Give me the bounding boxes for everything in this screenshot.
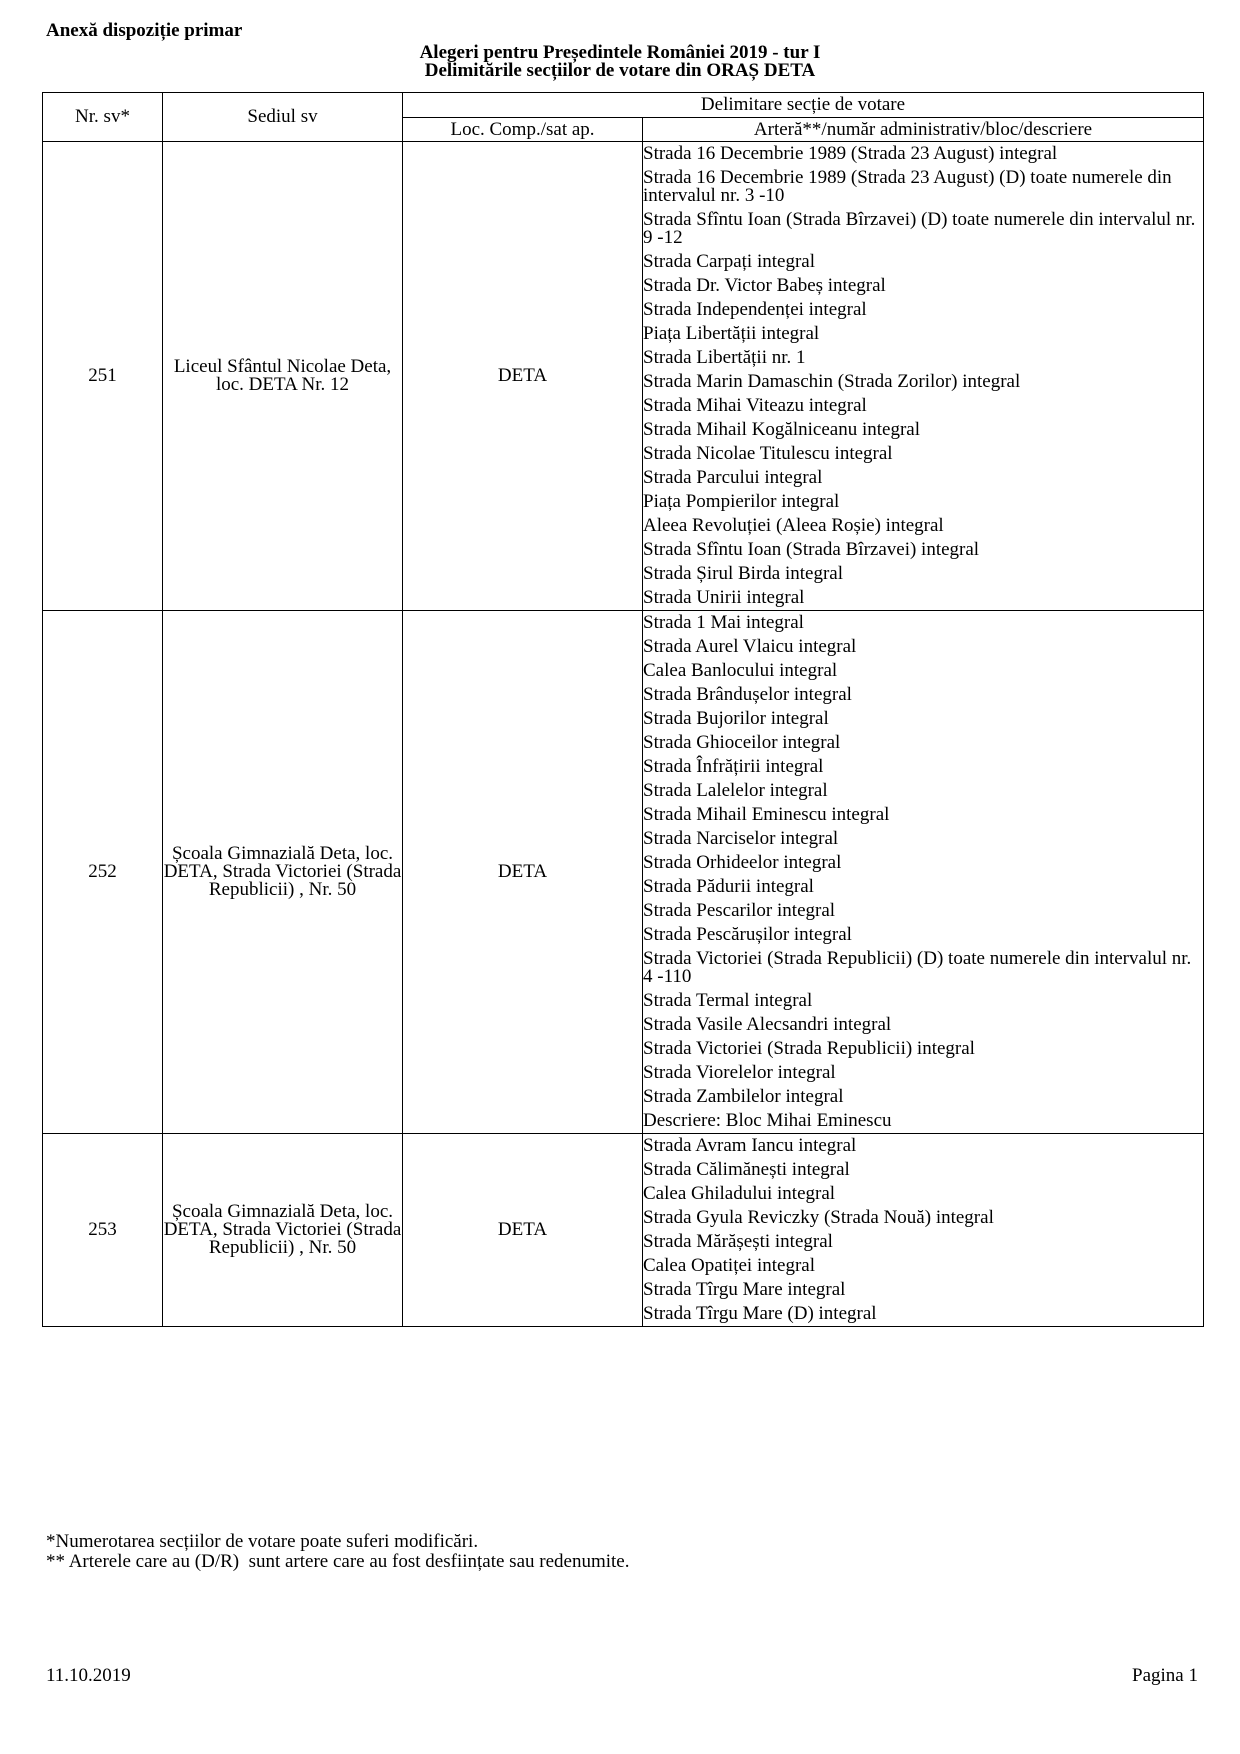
header-loc-comp: Loc. Comp./sat ap.: [403, 118, 643, 142]
street-item: Strada Lalelelor integral: [643, 780, 828, 801]
street-item: Strada Unirii integral: [643, 587, 805, 608]
street-item: Strada Termal integral: [643, 990, 813, 1011]
street-item: Strada Sfîntu Ioan (Strada Bîrzavei) (D) toate numerele din intervalul nr. 9 -12: [643, 209, 1196, 248]
street-item: Piața Pompierilor integral: [643, 491, 840, 512]
section-number: 253: [43, 1134, 163, 1327]
street-item: Strada Tîrgu Mare integral: [643, 1279, 846, 1300]
section-seat: Școala Gimnazială Deta, loc. DETA, Strada Victoriei (Strada Republicii) , Nr. 50: [163, 1134, 403, 1327]
polling-stations-table: [42, 92, 1204, 1327]
section-locality: DETA: [403, 1134, 643, 1327]
street-item: Strada Avram Iancu integral: [643, 1135, 857, 1156]
street-item: Calea Opatiței integral: [643, 1255, 815, 1276]
street-item: Strada Ghioceilor integral: [643, 732, 841, 753]
street-item: Strada Mihail Kogălniceanu integral: [643, 419, 920, 440]
street-item: Strada Dr. Victor Babeș integral: [643, 275, 886, 296]
street-item: Strada Nicolae Titulescu integral: [643, 443, 893, 464]
table-row: [43, 1134, 1204, 1327]
title-line-2: Delimitările secțiilor de votare din ORAȘ DETA: [424, 60, 816, 81]
street-item: Strada Mihail Eminescu integral: [643, 804, 890, 825]
street-item: Descriere: Bloc Mihai Eminescu: [643, 1110, 892, 1131]
footnotes: [46, 1532, 629, 1572]
table-row: [43, 142, 1204, 611]
street-item: Strada Zambilelor integral: [643, 1086, 844, 1107]
street-item: Strada Brândușelor integral: [643, 684, 852, 705]
street-item: Strada Aurel Vlaicu integral: [643, 636, 857, 657]
table-body: [43, 142, 1204, 1327]
street-item: Strada Mărășești integral: [643, 1231, 833, 1252]
header-sediu-sv: Sediul sv: [163, 93, 403, 142]
street-item: Strada Pescărușilor integral: [643, 924, 852, 945]
street-item: Strada Marin Damaschin (Strada Zorilor) integral: [643, 371, 1021, 392]
street-item: Strada Carpați integral: [643, 251, 815, 272]
section-locality: DETA: [403, 142, 643, 611]
footnote-numbering: *Numerotarea secțiilor de votare poate suferi modificări.: [46, 1531, 479, 1552]
header-delimitare: Delimitare secție de votare: [403, 93, 1204, 118]
street-item: Strada Orhideelor integral: [643, 852, 842, 873]
street-item: Strada Șirul Birda integral: [643, 563, 843, 584]
document-date: 11.10.2019: [46, 1665, 131, 1686]
street-item: Strada 1 Mai integral: [643, 612, 804, 633]
page-number: Pagina 1: [1132, 1665, 1198, 1686]
street-item: Calea Ghiladului integral: [643, 1183, 836, 1204]
street-item: Piața Libertății integral: [643, 323, 820, 344]
street-item: Strada 16 Decembrie 1989 (Strada 23 August) integral: [643, 143, 1058, 164]
section-number: 251: [43, 142, 163, 611]
street-item: Strada Pădurii integral: [643, 876, 814, 897]
street-item: Strada Călimănești integral: [643, 1159, 850, 1180]
street-item: Strada Independenței integral: [643, 299, 867, 320]
street-item: Strada Narciselor integral: [643, 828, 839, 849]
section-streets: [643, 142, 1204, 611]
header-nr-sv: Nr. sv*: [43, 93, 163, 142]
section-seat: Școala Gimnazială Deta, loc. DETA, Strada Victoriei (Strada Republicii) , Nr. 50: [163, 611, 403, 1134]
section-seat: Liceul Sfântul Nicolae Deta, loc. DETA Nr. 12: [163, 142, 403, 611]
section-streets: [643, 611, 1204, 1134]
header-artera: Arteră**/număr administrativ/bloc/descriere: [643, 118, 1204, 142]
street-item: Strada Victoriei (Strada Republicii) integral: [643, 1038, 975, 1059]
street-item: Strada Libertății nr. 1: [643, 347, 806, 368]
street-item: Strada Pescarilor integral: [643, 900, 836, 921]
street-item: Calea Banlocului integral: [643, 660, 838, 681]
section-streets: [643, 1134, 1204, 1327]
document-title: [0, 44, 1240, 80]
street-item: Strada Parcului integral: [643, 467, 823, 488]
street-item: Strada Bujorilor integral: [643, 708, 829, 729]
section-locality: DETA: [403, 611, 643, 1134]
street-item: Strada 16 Decembrie 1989 (Strada 23 August) (D) toate numerele din intervalul nr. 3 -10: [643, 167, 1172, 206]
street-item: Strada Înfrățirii integral: [643, 756, 824, 777]
annex-label: Anexă dispoziție primar: [46, 20, 243, 41]
title-line-1: Alegeri pentru Președintele României 2019 - tur I: [419, 42, 821, 63]
street-item: Aleea Revoluției (Aleea Roșie) integral: [643, 515, 944, 536]
street-item: Strada Vasile Alecsandri integral: [643, 1014, 892, 1035]
footnote-arteries: ** Arterele care au (D/R) sunt artere care au fost desființate sau redenumite.: [46, 1551, 630, 1572]
section-number: 252: [43, 611, 163, 1134]
street-item: Strada Victoriei (Strada Republicii) (D) toate numerele din intervalul nr. 4 -110: [643, 948, 1192, 987]
street-item: Strada Gyula Reviczky (Strada Nouă) integral: [643, 1207, 994, 1228]
street-item: Strada Sfîntu Ioan (Strada Bîrzavei) integral: [643, 539, 980, 560]
street-item: Strada Viorelelor integral: [643, 1062, 836, 1083]
street-item: Strada Tîrgu Mare (D) integral: [643, 1303, 877, 1324]
table-row: [43, 611, 1204, 1134]
street-item: Strada Mihai Viteazu integral: [643, 395, 867, 416]
